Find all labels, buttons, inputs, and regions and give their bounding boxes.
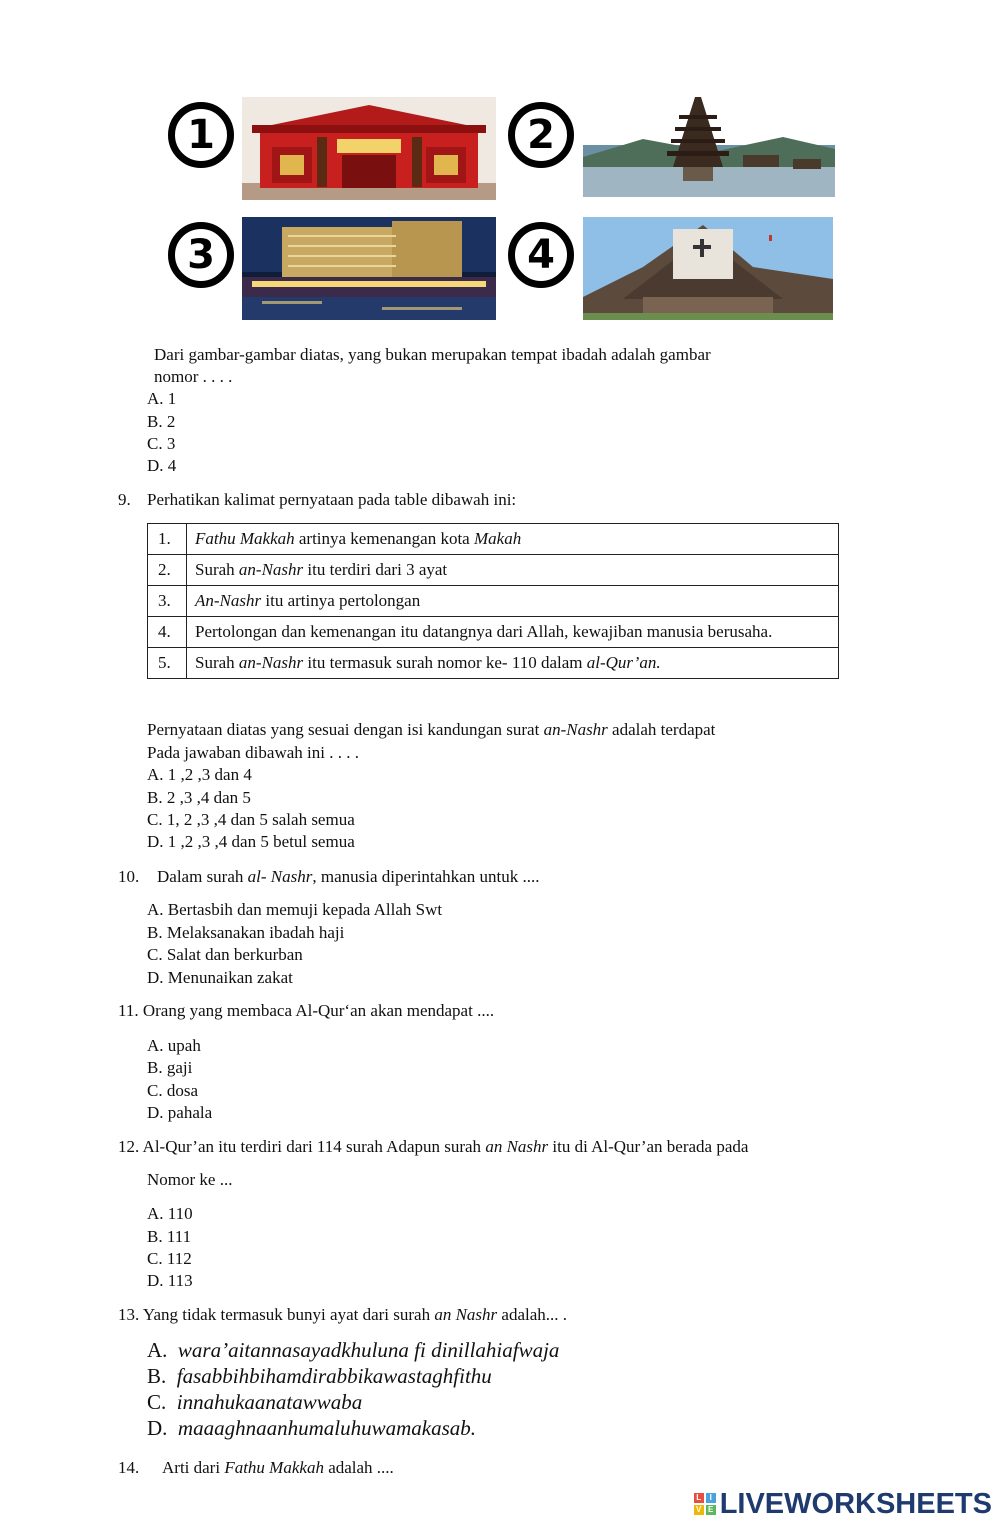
q9-option-d[interactable]: D. 1 ,2 ,3 ,4 dan 5 betul semua — [147, 832, 355, 851]
q12-option-c[interactable]: C. 112 — [147, 1249, 192, 1268]
q12-prompt-line2: Nomor ke ... — [147, 1170, 233, 1189]
q10-option-c[interactable]: C. Salat dan berkurban — [147, 945, 303, 964]
q11-option-c[interactable]: C. dosa — [147, 1081, 198, 1100]
q13-prompt: 13. Yang tidak termasuk bunyi ayat dari surah an Nashr adalah... . — [118, 1305, 568, 1324]
q13-option-a[interactable]: A. wara’aitannasayadkhuluna fi dinillahiafwaja — [147, 1338, 560, 1362]
q8-option-d[interactable]: D. 4 — [147, 456, 177, 475]
q9-question-line2: Pada jawaban dibawah ini . . . . — [147, 743, 359, 762]
q11-prompt: 11. Orang yang membaca Al-Qur‘an akan mendapat .... — [118, 1001, 495, 1020]
row-number: 2. — [148, 555, 187, 586]
q9-number: 9. — [118, 490, 131, 509]
q10-prompt: Dalam surah al- Nashr, manusia diperintahkan untuk .... — [157, 867, 540, 886]
casino-hotel-illustration — [242, 217, 496, 320]
q9-option-a[interactable]: A. 1 ,2 ,3 dan 4 — [147, 765, 252, 784]
photo-church — [583, 217, 833, 320]
image-number-badge-1: 1 — [168, 102, 234, 168]
table-row — [148, 555, 839, 586]
q8-text-line2: nomor . . . . — [154, 367, 233, 386]
q14-prompt: Arti dari Fathu Makkah adalah .... — [162, 1458, 394, 1477]
row-statement: Surah an-Nashr itu terdiri dari 3 ayat — [187, 555, 839, 586]
q12-option-b[interactable]: B. 111 — [147, 1227, 192, 1246]
q13-option-b[interactable]: B. fasabbihbihamdirabbikawastaghfithu — [147, 1364, 492, 1388]
statement-table — [147, 523, 839, 679]
q10-number: 10. — [118, 867, 140, 886]
q13-option-d[interactable]: D. maaaghnaanhumaluhuwamakasab. — [147, 1416, 477, 1440]
row-number: 4. — [148, 617, 187, 648]
row-number: 3. — [148, 586, 187, 617]
q10-option-b[interactable]: B. Melaksanakan ibadah haji — [147, 923, 345, 942]
q14-number: 14. — [118, 1458, 140, 1477]
q8-option-b[interactable]: B. 2 — [147, 412, 176, 431]
row-statement: Fathu Makkah artinya kemenangan kota Makah — [187, 524, 839, 555]
table-row — [148, 524, 839, 555]
q9-prompt: Perhatikan kalimat pernyataan pada table dibawah ini: — [147, 490, 517, 509]
photo-chinese-temple — [242, 97, 496, 200]
q13-option-c[interactable]: C. innahukaanatawwaba — [147, 1390, 363, 1414]
photo-casino-hotel — [242, 217, 496, 320]
table-row — [148, 586, 839, 617]
q8-text-line1: Dari gambar-gambar diatas, yang bukan merupakan tempat ibadah adalah gambar — [154, 345, 711, 364]
row-number: 5. — [148, 648, 187, 679]
q12-option-d[interactable]: D. 113 — [147, 1271, 193, 1290]
q9-option-c[interactable]: C. 1, 2 ,3 ,4 dan 5 salah semua — [147, 810, 355, 829]
q11-option-a[interactable]: A. upah — [147, 1036, 201, 1055]
q11-option-b[interactable]: B. gaji — [147, 1058, 193, 1077]
bali-temple-illustration — [583, 97, 835, 197]
q12-option-a[interactable]: A. 110 — [147, 1204, 193, 1223]
q9-option-b[interactable]: B. 2 ,3 ,4 dan 5 — [147, 788, 251, 807]
q10-option-d[interactable]: D. Menunaikan zakat — [147, 968, 293, 987]
q9-question-line1: Pernyataan diatas yang sesuai dengan isi kandungan surat an-Nashr adalah terdapat — [147, 720, 716, 739]
image-number-badge-4: 4 — [508, 222, 574, 288]
image-number-badge-3: 3 — [168, 222, 234, 288]
q8-option-a[interactable]: A. 1 — [147, 389, 177, 408]
table-row — [148, 648, 839, 679]
row-statement: An-Nashr itu artinya pertolongan — [187, 586, 839, 617]
image-number-badge-2: 2 — [508, 102, 574, 168]
chinese-temple-illustration — [242, 97, 496, 200]
liveworksheets-logo-icon: L I V E — [694, 1493, 716, 1515]
photo-bali-temple — [583, 97, 835, 197]
q11-option-d[interactable]: D. pahala — [147, 1103, 213, 1122]
q8-option-c[interactable]: C. 3 — [147, 434, 176, 453]
q10-option-a[interactable]: A. Bertasbih dan memuji kepada Allah Swt — [147, 900, 443, 919]
liveworksheets-logo-text: LIVEWORKSHEETS — [719, 1487, 992, 1520]
liveworksheets-logo[interactable] — [694, 1487, 992, 1521]
church-illustration — [583, 217, 833, 320]
row-statement: Pertolongan dan kemenangan itu datangnya dari Allah, kewajiban manusia berusaha. — [187, 617, 839, 648]
q12-prompt: 12. Al-Qur’an itu terdiri dari 114 surah Adapun surah an Nashr itu di Al-Qur’an berada pada — [118, 1137, 749, 1156]
row-number: 1. — [148, 524, 187, 555]
row-statement: Surah an-Nashr itu termasuk surah nomor ke- 110 dalam al-Qur’an. — [187, 648, 839, 679]
table-row — [148, 617, 839, 648]
